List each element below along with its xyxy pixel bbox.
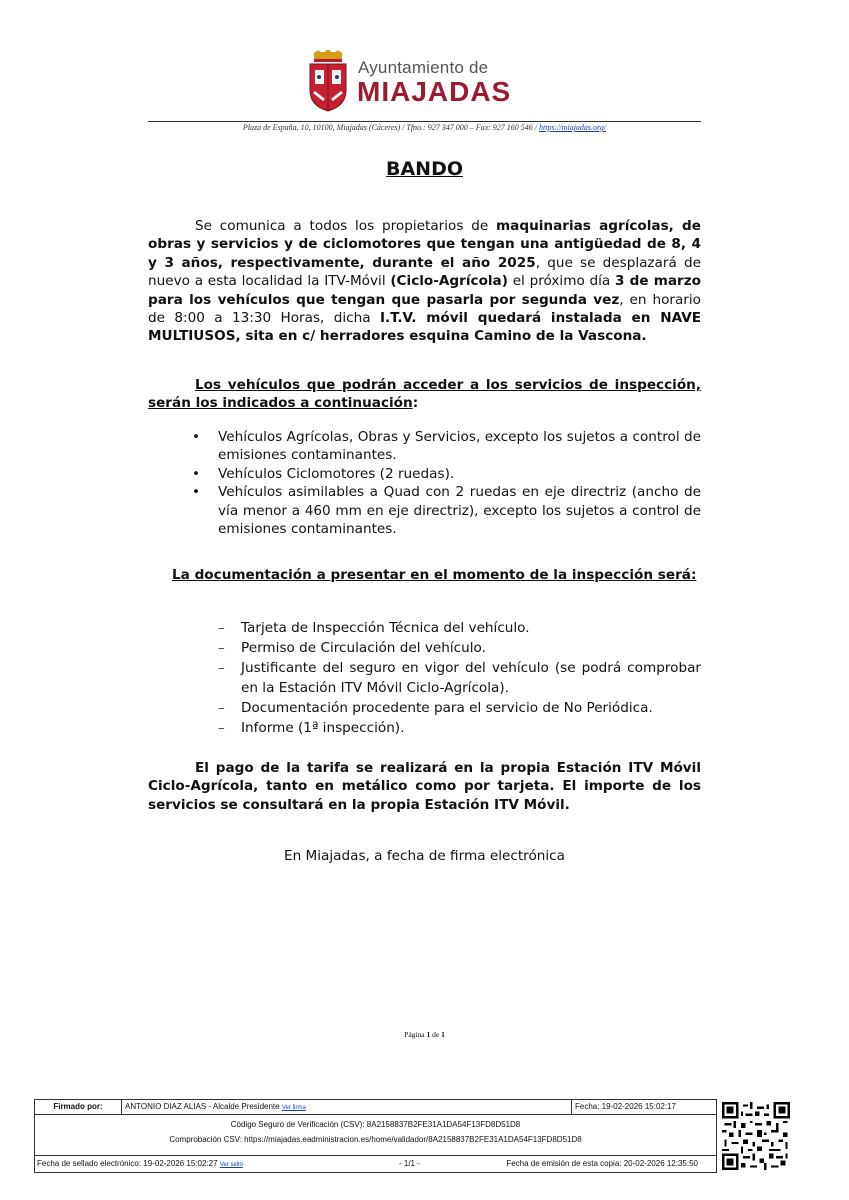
list-item-text: Vehículos asimilables a Quad con 2 ruedas en eje directriz (ancho de vía menor a 460 mm en eje directriz), excepto los sujetos a control de emisiones contaminantes. — [218, 484, 701, 538]
dash-icon: – — [218, 720, 225, 736]
documents-list — [218, 618, 701, 738]
page-mid: de — [430, 1030, 442, 1039]
footer-pages: - 1/1 - — [399, 1159, 420, 1168]
intro-bold-1: maquinarias agrícolas, de obras y servicios y de ciclomotores que tengan una antigüedad de 8, 4 y 3 años, respectivamente, durante el año 2025 — [148, 218, 701, 271]
issue-date: Fecha de emisión de esta copia: 20-02-2026 12:35:50 — [506, 1159, 698, 1168]
dash-icon: – — [218, 620, 225, 636]
seal-date-cell — [37, 1156, 243, 1173]
list-item — [192, 465, 701, 483]
website-link[interactable]: https://miajadas.org/ — [539, 123, 607, 132]
list-item-text: Justificante del seguro en vigor del vehículo (se podrá comprobar en la Estación ITV Móvil Ciclo-Agrícola). — [241, 660, 701, 696]
list-item-text: Documentación procedente para el servicio de No Periódica. — [241, 700, 653, 716]
intro-bold-4: I.T.V. móvil quedará instalada en NAVE MULTIUSOS, sita en c/ herradores esquina Camino de la Vascona. — [148, 310, 702, 345]
list-item — [218, 718, 701, 738]
closing-line: En Miajadas, a fecha de firma electrónica — [284, 848, 565, 864]
list-item-text: Vehículos Ciclomotores (2 ruedas). — [218, 465, 455, 482]
csv-check-url: Comprobación CSV: https://miajadas.eadministracion.es/home/validador/8A2158837B2FE31A1DA54F13FD8D51D8 — [169, 1135, 582, 1144]
signer-cell — [122, 1100, 572, 1114]
bullet-icon: • — [192, 484, 201, 501]
list-item — [192, 483, 701, 538]
list-item-text: Informe (1ª inspección). — [241, 720, 405, 736]
intro-text-4: , en horario de 8:00 a 13:30 Horas, dicha — [148, 291, 701, 327]
page-prefix: Página — [404, 1030, 427, 1039]
header-address — [148, 123, 701, 132]
vehicles-heading-text: Los vehículos que podrán acceder a los servicios de inspección, serán los indicados a continuación — [148, 377, 701, 412]
bullet-icon: • — [192, 465, 201, 482]
documents-heading — [148, 566, 701, 584]
list-item — [218, 618, 701, 638]
header-divider — [148, 121, 701, 122]
intro-text-3: el próximo día — [507, 273, 615, 290]
page-current: 1 — [426, 1030, 431, 1039]
dash-icon: – — [218, 660, 225, 676]
vehicles-heading-colon: : — [412, 395, 419, 412]
page-title: BANDO — [385, 158, 463, 180]
list-item-text: Vehículos Agrícolas, Obras y Servicios, excepto los sujetos a control de emisiones contaminantes. — [218, 429, 701, 464]
signature-box — [34, 1099, 717, 1173]
org-name-main: MIAJADAS — [357, 76, 512, 107]
intro-paragraph — [148, 217, 701, 346]
list-item-text: Tarjeta de Inspección Técnica del vehículo. — [241, 620, 530, 636]
signer-name: ANTONIO DIAZ ALIAS - Alcalde Presidente — [125, 1102, 280, 1111]
csv-row — [35, 1115, 716, 1156]
coat-of-arms-logo — [306, 50, 350, 112]
dash-icon: – — [218, 700, 225, 716]
bullet-icon: • — [192, 429, 201, 445]
list-item — [218, 638, 701, 658]
page-number — [0, 1030, 849, 1039]
intro-bold-3: 3 de marzo para los vehículos que tengan que pasarla por segunda vez — [148, 273, 701, 308]
vehicles-list — [192, 428, 701, 538]
org-name-top: Ayuntamiento de — [358, 58, 489, 77]
verify-seal-link[interactable]: Ver sello — [219, 1162, 243, 1168]
verify-signature-link[interactable]: Ver firma — [281, 1105, 306, 1111]
payment-paragraph: El pago de la tarifa se realizará en la propia Estación ITV Móvil Ciclo-Agrícola, tanto en metálico como por tarjeta. El importe de los servicios se consultará en la propia Estación ITV Móvil. — [148, 760, 701, 813]
intro-bold-2: (Ciclo-Agrícola) — [390, 273, 508, 290]
list-item — [192, 428, 701, 465]
list-item-text: Permiso de Circulación del vehículo. — [241, 640, 486, 656]
list-item — [218, 658, 701, 698]
signature-row — [35, 1100, 716, 1115]
signature-date: Fecha: 19-02-2026 15:02:17 — [575, 1102, 676, 1111]
signed-by-label: Firmado por: — [35, 1100, 122, 1114]
intro-text-2: , que se desplazará de nuevo a esta localidad la ITV-Móvil — [148, 254, 701, 290]
csv-code: Código Seguro de Verificación (CSV): 8A2158837B2FE31A1DA54F13FD8D51D8 — [230, 1120, 521, 1129]
intro-text-1: Se comunica a todos los propietarios de — [195, 218, 496, 234]
qr-code-icon — [722, 1102, 790, 1170]
dash-icon: – — [218, 640, 225, 656]
list-item — [218, 698, 701, 718]
seal-date: Fecha de sellado electrónico: 19-02-2026 15:02:27 — [37, 1159, 218, 1168]
seal-row — [35, 1156, 716, 1171]
page-total: 1 — [441, 1030, 445, 1039]
address-text: Plaza de España, 10, 10100, Miajadas (Cáceres) / Tfno.: 927 347 000 – Fax: 927 160 546 / — [242, 123, 540, 132]
documents-heading-text: La documentación a presentar en el momento de la inspección será: — [172, 567, 697, 583]
vehicles-heading — [148, 376, 701, 413]
